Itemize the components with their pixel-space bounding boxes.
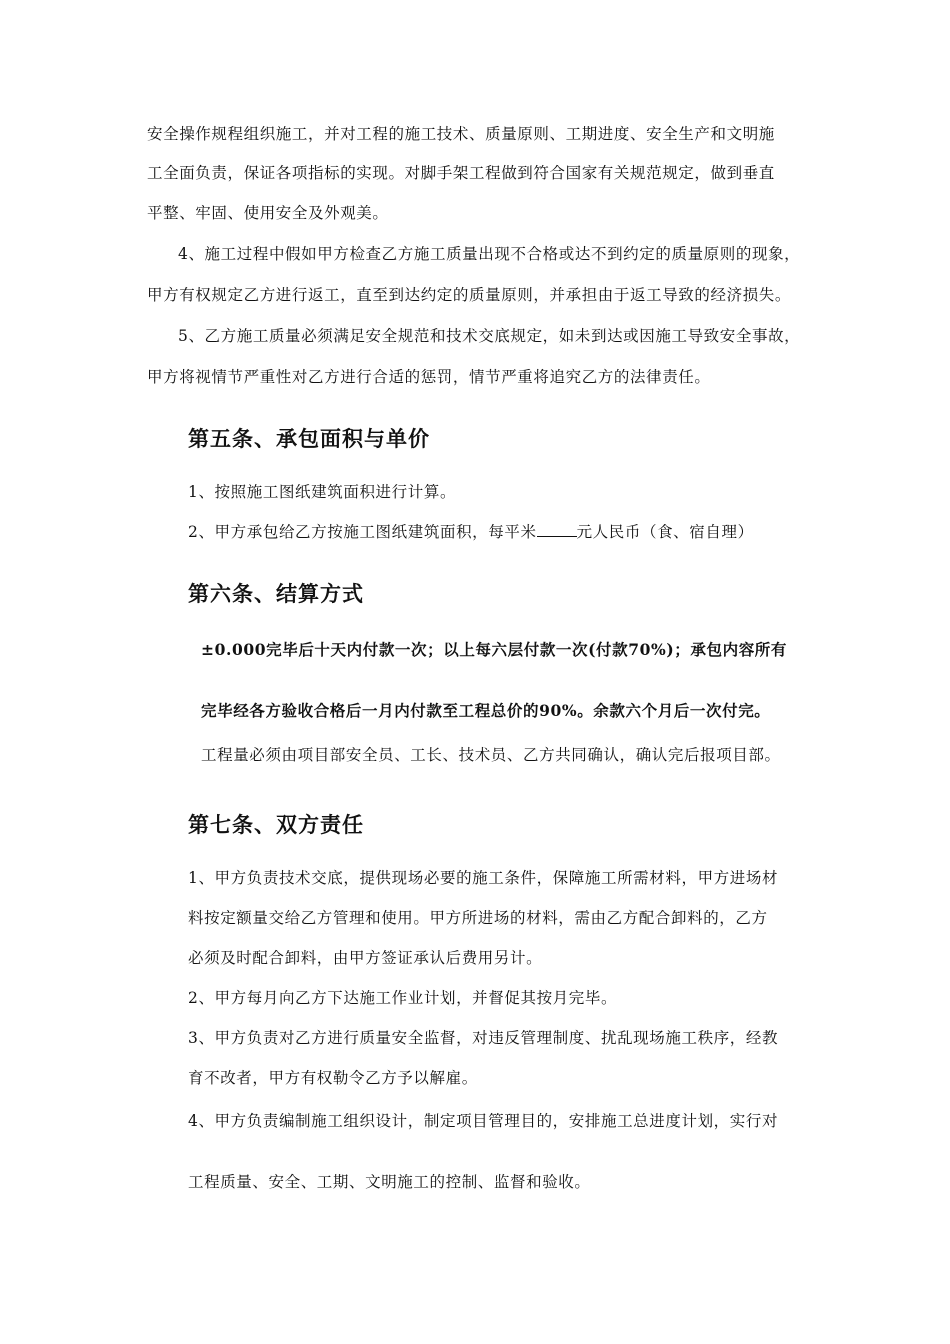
- paragraph-line: 完毕经各方验收合格后一月内付款至工程总价的90%。余款六个月后一次付完。: [201, 701, 771, 720]
- paragraph-line: 3、甲方负责对乙方进行质量安全监督，对违反管理制度、扰乱现场施工秩序，经教: [188, 1029, 779, 1047]
- paragraph-line: 1、按照施工图纸建筑面积进行计算。: [188, 483, 457, 501]
- paragraph-line: ±0.000完毕后十天内付款一次；以上每六层付款一次(付款70%)；承包内容所有: [201, 640, 787, 659]
- section-heading: 第五条、承包面积与单价: [188, 427, 430, 451]
- paragraph-line: 5、乙方施工质量必须满足安全规范和技术交底规定，如未到达或因施工导致安全事故，: [178, 327, 801, 345]
- paragraph-line: 育不改者，甲方有权勒令乙方予以解雇。: [188, 1069, 478, 1087]
- paragraph-line: 平整、牢固、使用安全及外观美。: [147, 204, 389, 222]
- paragraph-line: 4、施工过程中假如甲方检查乙方施工质量出现不合格或达不到约定的质量原则的现象，: [178, 245, 801, 263]
- price-blank: [537, 522, 577, 537]
- price-text-before: 2、甲方承包给乙方按施工图纸建筑面积，每平米: [188, 523, 537, 541]
- paragraph-line: 必须及时配合卸料，由甲方签证承认后费用另计。: [188, 949, 543, 967]
- paragraph-line: 甲方将视情节严重性对乙方进行合适的惩罚，情节严重将追究乙方的法律责任。: [147, 368, 711, 386]
- price-text-after: 元人民币（食、宿自理）: [576, 523, 754, 541]
- paragraph-line: 工程质量、安全、工期、文明施工的控制、监督和验收。: [188, 1173, 591, 1191]
- section-heading: 第六条、结算方式: [188, 582, 364, 606]
- paragraph-line: 工全面负责，保证各项指标的实现。对脚手架工程做到符合国家有关规范规定，做到垂直: [147, 164, 775, 182]
- paragraph-line: 工程量必须由项目部安全员、工长、技术员、乙方共同确认，确认完后报项目部。: [201, 746, 781, 764]
- paragraph-line: 安全操作规程组织施工，并对工程的施工技术、质量原则、工期进度、安全生产和文明施: [147, 125, 775, 143]
- paragraph-line: 4、甲方负责编制施工组织设计，制定项目管理目的，安排施工总进度计划，实行对: [188, 1112, 779, 1130]
- paragraph-line: 甲方有权规定乙方进行返工，直至到达约定的质量原则，并承担由于返工导致的经济损失。: [147, 286, 792, 304]
- section-heading: 第七条、双方责任: [188, 813, 364, 837]
- paragraph-line: [188, 522, 754, 542]
- paragraph-line: 料按定额量交给乙方管理和使用。甲方所进场的材料，需由乙方配合卸料的，乙方: [188, 909, 768, 927]
- paragraph-line: 1、甲方负责技术交底，提供现场必要的施工条件，保障施工所需材料，甲方进场材: [188, 869, 779, 887]
- paragraph-line: 2、甲方每月向乙方下达施工作业计划，并督促其按月完毕。: [188, 989, 618, 1007]
